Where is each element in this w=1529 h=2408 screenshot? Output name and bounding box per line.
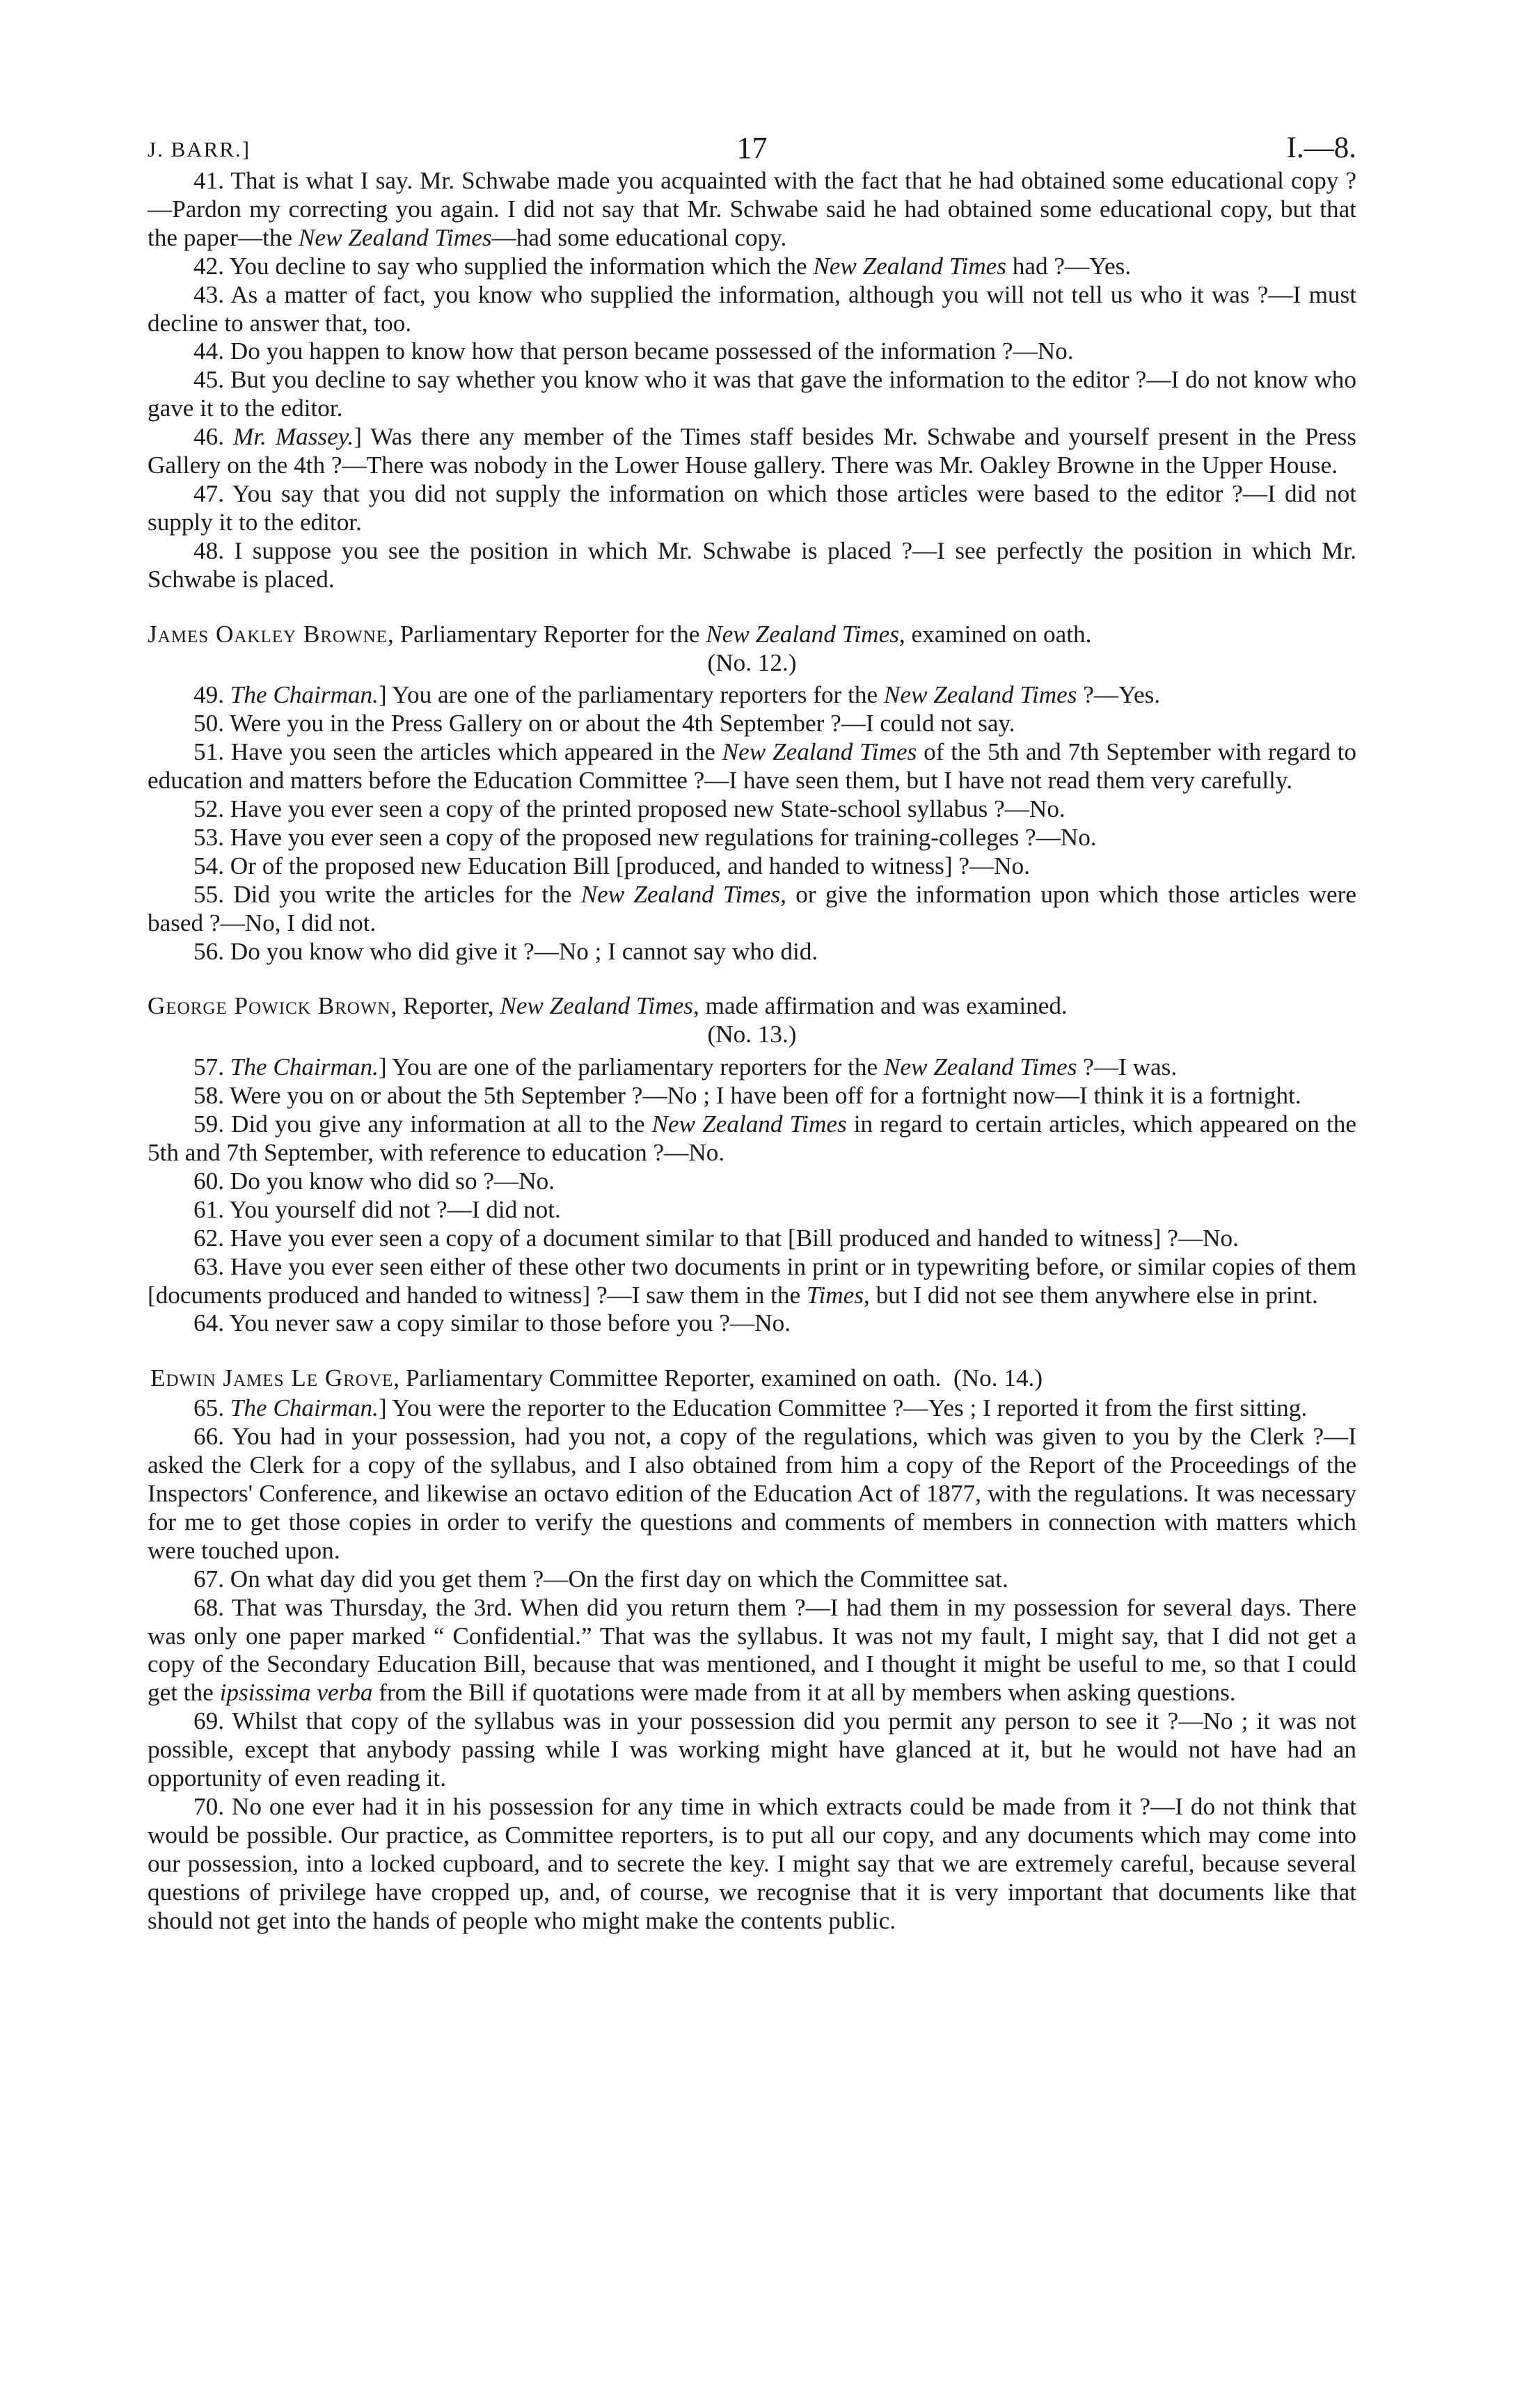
examination-number-14: (No. 14.) <box>953 1364 1043 1392</box>
question-70: 70. No one ever had it in his possession for any time in which extracts could be made from it ?—I do not think that would be possible. Our practice, as Committee reporters, is to put all our copy, and any documents which may come into our possession, into a locked cupboard, and to secrete the key. I might say that we are extremely careful, because several questions of privilege have cropped up, and, of course, we recognise that it is very important that documents like that should not get into the hands of people who might make the contents public. <box>148 1792 1356 1934</box>
question-58: 58. Were you on or about the 5th September ?—No ; I have been off for a fortnight now—I think it is a fortnight. <box>193 1082 1301 1110</box>
question-68: 68. That was Thursday, the 3rd. When did you return them ?—I had them in my possession for several days. There was only one paper marked “ Confidential.” That was the syllabus. It was not my fault, I might say, that I did not get a copy of the Secondary Education Bill, because that was mentioned, and I thought it might be useful to me, so that I could get the ipsissima verba from the Bill if quotations were made from it at all by members when asking questions. <box>148 1593 1356 1707</box>
witness-heading-14: Edwin James Le Grove, Parliamentary Committee Reporter, examined on oath. (No. 14.) <box>150 1364 1043 1392</box>
question-43: 43. As a matter of fact, you know who supplied the information, although you will not tell us who it was ?—I must decline to answer that, too. <box>148 280 1356 337</box>
question-59: 59. Did you give any information at all to the New Zealand Times in regard to certain articles, which appeared on the 5th and 7th September, with reference to education ?—No. <box>148 1110 1356 1166</box>
question-61: 61. You yourself did not ?—I did not. <box>193 1195 561 1223</box>
question-66: 66. You had in your possession, had you not, a copy of the regulations, which was given to you by the Clerk ?—I asked the Clerk for a copy of the syllabus, and I also obtained from him a copy of the Report of the Proceedings of the Inspectors' Conference, and likewise an octavo edition of the Education Act of 1877, with the regulations. It was necessary for me to get those copies in order to verify the questions and comments of members in connection with matters which were touched upon. <box>148 1423 1356 1564</box>
running-head-left: J. BARR.] <box>148 137 251 161</box>
question-48: 48. I suppose you see the position in which Mr. Schwabe is placed ?—I see perfectly the position in which Mr. Schwabe is placed. <box>148 536 1356 593</box>
question-46: 46. Mr. Massey.] Was there any member of the Times staff besides Mr. Schwabe and yourself present in the Press Gallery on the 4th ?—There was nobody in the Lower House gallery. There was Mr. Oakley Browne in the Upper House. <box>148 423 1356 479</box>
question-60: 60. Do you know who did so ?—No. <box>193 1167 555 1195</box>
question-45: 45. But you decline to say whether you know who it was that gave the information to the editor ?—I do not know who gave it to the editor. <box>148 366 1356 422</box>
question-56: 56. Do you know who did give it ?—No ; I cannot say who did. <box>193 937 818 965</box>
question-52: 52. Have you ever seen a copy of the printed proposed new State-school syllabus ?—No. <box>193 795 1065 823</box>
question-67: 67. On what day did you get them ?—On the first day on which the Committee sat. <box>193 1565 1008 1593</box>
examination-number-12: (No. 12.) <box>707 648 797 676</box>
witness-name: James Oakley Browne <box>148 620 388 648</box>
running-head <box>148 104 1356 167</box>
question-54: 54. Or of the proposed new Education Bill [produced, and handed to witness] ?—No. <box>193 852 1030 879</box>
examination-number-13: (No. 13.) <box>707 1021 797 1048</box>
question-69: 69. Whilst that copy of the syllabus was in your possession did you permit any person to see it ?—No ; it was not possible, except that anybody passing while I was working might have glanced at it, but he would not have had an opportunity of even reading it. <box>148 1707 1356 1792</box>
document-body <box>148 167 1356 1935</box>
question-42: 42. You decline to say who supplied the information which the New Zealand Times had ?—Yes. <box>193 252 1132 280</box>
question-51: 51. Have you seen the articles which appeared in the New Zealand Times of the 5th and 7th September with regard to education and matters before the Education Committee ?—I have seen them, but I have not read them very carefully. <box>148 738 1356 795</box>
question-41: 41. That is what I say. Mr. Schwabe made you acquainted with the fact that he had obtained some educational copy ?—Pardon my correcting you again. I did not say that Mr. Schwabe said he had obtained some educational copy, but that the paper—the New Zealand Times—had some educational copy. <box>148 167 1356 251</box>
question-50: 50. Were you in the Press Gallery on or about the 4th September ?—I could not say. <box>193 710 1015 737</box>
witness-name: George Powick Brown <box>148 992 391 1020</box>
question-63: 63. Have you ever seen either of these other two documents in print or in typewriting before, or similar copies of them [documents produced and handed to witness] ?—I saw them in the Times, but I did not see them anywhere else in print. <box>148 1252 1356 1309</box>
witness-heading-13: George Powick Brown, Reporter, New Zealand Times, made affirmation and was examined. <box>148 992 1068 1020</box>
question-55: 55. Did you write the articles for the New Zealand Times, or give the information upon which those articles were based ?—No, I did not. <box>148 880 1356 936</box>
question-65: 65. The Chairman.] You were the reporter to the Education Committee ?—Yes ; I reported it from the first sitting. <box>193 1394 1308 1422</box>
question-57: 57. The Chairman.] You are one of the parliamentary reporters for the New Zealand Times ?—I was. <box>193 1053 1178 1081</box>
witness-name: Edwin James Le Grove <box>150 1364 394 1392</box>
question-44: 44. Do you happen to know how that person became possessed of the information ?—No. <box>193 337 1074 365</box>
question-53: 53. Have you ever seen a copy of the proposed new regulations for training-colleges ?—No. <box>193 823 1097 851</box>
witness-heading-12: James Oakley Browne, Parliamentary Reporter for the New Zealand Times, examined on oath. <box>148 620 1092 648</box>
running-head-right: I.—8. <box>1286 131 1356 164</box>
question-49: 49. The Chairman.] You are one of the parliamentary reporters for the New Zealand Times ?—Yes. <box>193 681 1161 709</box>
page-number: 17 <box>736 131 768 165</box>
question-47: 47. You say that you did not supply the information on which those articles were based to the editor ?—I did not supply it to the editor. <box>148 479 1356 536</box>
question-62: 62. Have you ever seen a copy of a document similar to that [Bill produced and handed to witness] ?—No. <box>193 1224 1239 1252</box>
question-64: 64. You never saw a copy similar to those before you ?—No. <box>193 1309 791 1337</box>
